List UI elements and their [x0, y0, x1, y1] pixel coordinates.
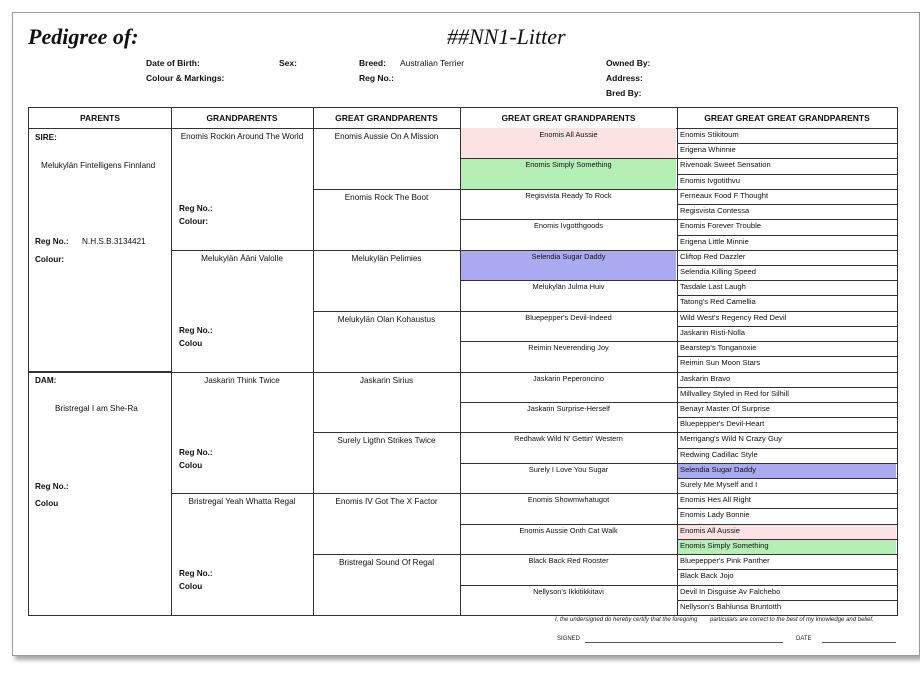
ggg-grandparent-divider	[677, 463, 897, 464]
gg-grandparent-divider	[460, 311, 677, 312]
gg-grandparent-divider	[460, 463, 677, 464]
ggg-grandparent-name: Jaskarin Bravo	[680, 373, 731, 383]
ggg-grandparent-divider	[677, 356, 897, 357]
great-grandparent-divider	[313, 493, 460, 494]
gg-grandparent-name: Jaskarin Surprise-Herself	[527, 403, 610, 413]
ggg-grandparent-name: Merrigang's Wild N Crazy Guy	[680, 434, 782, 444]
gg-grandparent-name: Black Back Red Rooster	[528, 556, 609, 566]
bred-by-label: Bred By:	[606, 88, 642, 98]
ggg-grandparent-divider	[677, 158, 897, 159]
breed-value: Australian Terrier	[400, 58, 465, 68]
gg-grandparent-cell	[461, 189, 676, 219]
grandparent-reg-no-label: Reg No.:	[179, 325, 213, 335]
gg-grandparent-divider	[460, 341, 677, 342]
gg-grandparent-divider	[460, 402, 677, 403]
gg-grandparent-cell	[461, 402, 676, 432]
great-grandparent-name: Surely Ligthn Strikes Twice	[337, 436, 436, 446]
gg-grandparent-name: Enomis All Aussie	[539, 130, 598, 139]
gg-grandparent-divider	[460, 219, 677, 220]
great-grandparent-divider	[313, 189, 460, 190]
dam-name: Bristregal I am She-Ra	[55, 404, 138, 413]
great-grandparent-divider	[313, 554, 460, 555]
ggg-grandparent-name: Nellyson's Bahlunsa Bruntotth	[680, 601, 782, 611]
dam-colour-label: Colou	[35, 499, 59, 508]
sire-label: SIRE:	[35, 133, 57, 142]
great-grandparent-name: Jaskarin Sirius	[359, 375, 414, 385]
sire-reg-no-label: Reg No.:	[35, 237, 69, 246]
ggg-grandparent-divider	[677, 539, 897, 540]
pedigree-grid	[28, 107, 898, 616]
gg-grandparent-cell	[461, 432, 676, 462]
sire-reg-no: N.H.S.B.3134421	[82, 237, 146, 246]
reg-no-label: Reg No.:	[359, 73, 394, 83]
gg-grandparent-name: Enomis Showmwhatugot	[527, 495, 610, 505]
gg-grandparent-cell	[461, 311, 676, 341]
ggg-grandparent-divider	[677, 478, 897, 479]
grandparent-divider	[171, 493, 313, 494]
gg-grandparent-divider	[460, 158, 677, 159]
gg-grandparent-cell	[461, 463, 676, 493]
sire-colour-label: Colour:	[35, 255, 65, 264]
grandparent-reg-no-label: Reg No.:	[179, 569, 213, 579]
ggg-grandparent-divider	[677, 250, 897, 251]
great-grandparent-name: Melukylän Olan Kohaustus	[337, 314, 436, 324]
gg-grandparent-divider	[460, 432, 677, 433]
ggg-grandparent-name: Ferneaux Food F Thought	[680, 190, 769, 200]
ggg-grandparent-name: Surely Me Myself and I	[680, 480, 758, 490]
ggg-grandparent-divider	[677, 448, 897, 449]
ggg-grandparent-divider	[677, 295, 897, 296]
gg-grandparent-divider	[460, 189, 677, 190]
date-line[interactable]	[822, 642, 896, 643]
ggg-grandparent-divider	[677, 326, 897, 327]
ggg-grandparent-name: Black Back Jojo	[680, 571, 734, 581]
signed-line[interactable]	[585, 642, 783, 643]
litter-name: ##NN1-Litter	[447, 24, 566, 49]
ggg-grandparent-divider	[677, 143, 897, 144]
breed-label: Breed:	[359, 58, 386, 68]
ggg-grandparent-name: Enomis Lady Bonnie	[680, 510, 750, 520]
ggg-grandparent-divider	[677, 432, 897, 433]
grandparent-colour-label: Colou	[179, 582, 203, 592]
ggg-grandparent-name: Benayr Master Of Surprise	[680, 403, 770, 413]
ggg-grandparent-divider	[677, 585, 897, 586]
ggg-grandparent-name: Tatong's Red Camellia	[680, 297, 756, 307]
ggg-grandparent-divider	[677, 417, 897, 418]
gg-grandparent-name: Regisvista Ready To Rock	[525, 190, 612, 200]
address-label: Address:	[606, 73, 643, 83]
ggg-grandparent-name: Tasdale Last Laugh	[680, 282, 746, 292]
dob-label: Date of Birth:	[146, 58, 200, 68]
grandparent-reg-no-label: Reg No.:	[179, 447, 213, 457]
ggg-grandparent-name: Enomis Simply Something	[678, 539, 896, 554]
gg-grandparent-cell	[461, 158, 676, 188]
gg-grandparent-name: Jaskarin Peperoncino	[532, 373, 605, 383]
gg-grandparent-cell	[461, 250, 676, 280]
dam-label: DAM:	[35, 376, 57, 385]
ggg-grandparent-name: Selendia Killing Speed	[680, 266, 756, 276]
col-header-grandparents: GRANDPARENTS	[206, 113, 278, 123]
signed-label: SIGNED	[557, 636, 581, 642]
pedigree-title-label: Pedigree of:	[28, 24, 139, 49]
gg-grandparent-cell	[461, 128, 676, 158]
ggg-grandparent-divider	[677, 280, 897, 281]
gg-grandparent-cell	[461, 493, 676, 523]
ggg-grandparent-name: Jaskarin Risti-Nolla	[680, 327, 745, 337]
ggg-grandparent-name: Redwing Cadillac Style	[680, 449, 758, 459]
ggg-grandparent-name: Enomis Forever Trouble	[680, 221, 762, 231]
gg-grandparent-divider	[460, 554, 677, 555]
great-grandparent-name: Melukylän Pelimies	[351, 253, 422, 263]
ggg-grandparent-divider	[677, 569, 897, 570]
gg-grandparent-name: Enomis Ivgotthgoods	[533, 221, 604, 231]
gg-grandparent-name: Melukylän Julma Huiv	[532, 282, 605, 292]
ggg-grandparent-divider	[677, 600, 897, 601]
gg-grandparent-cell	[461, 372, 676, 402]
colour-markings-label: Colour & Markings:	[146, 73, 225, 83]
grandparent-colour-label: Colour:	[179, 217, 209, 226]
great-grandparent-name: Enomis Rock The Boot	[344, 192, 429, 202]
ggg-grandparent-divider	[677, 311, 897, 312]
col-header-ggg-grandparents: GREAT GREAT GREAT GRANDPARENTS	[704, 113, 870, 123]
gg-grandparent-cell	[461, 341, 676, 371]
grandparent-name: Jaskarin Think Twice	[204, 375, 280, 385]
sire-name: Melukylän Fintelligens Finnland	[41, 161, 156, 170]
ggg-grandparent-divider	[677, 508, 897, 509]
gg-grandparent-divider	[460, 250, 677, 251]
ggg-grandparent-divider	[677, 402, 897, 403]
ggg-grandparent-divider	[677, 235, 897, 236]
gg-grandparent-name: Nellyson's Ikkitikkitavi	[533, 586, 604, 596]
great-grandparent-name: Bristregal Sound Of Regal	[338, 558, 435, 568]
date-label: DATE	[796, 636, 812, 642]
ggg-grandparent-divider	[677, 204, 897, 205]
ggg-grandparent-divider	[677, 524, 897, 525]
gg-grandparent-cell	[461, 554, 676, 584]
grandparent-name: Enomis Rockin Around The World	[180, 132, 304, 141]
grandparent-reg-no-label: Reg No.:	[179, 204, 213, 213]
gg-grandparent-name: Surely I Love You Sugar	[528, 464, 609, 474]
gg-grandparent-cell	[461, 280, 676, 310]
ggg-grandparent-divider	[677, 554, 897, 555]
certification-right: particulars are correct to the best of my knowledge and belief.	[710, 617, 874, 623]
col-header-parents: PARENTS	[80, 113, 120, 123]
ggg-grandparent-name: Enomis Hes All Right	[680, 495, 751, 505]
ggg-grandparent-divider	[677, 387, 897, 388]
ggg-grandparent-name: Reimin Sun Moon Stars	[680, 358, 761, 368]
ggg-grandparent-name: Millvalley Styled in Red for Silhill	[680, 388, 789, 398]
grandparent-divider	[171, 250, 313, 251]
col-header-great-grandparents: GREAT GRANDPARENTS	[335, 113, 438, 123]
ggg-grandparent-name: Bearstep's Tonganoxie	[680, 343, 757, 353]
great-grandparent-divider	[313, 311, 460, 312]
col-header-gg-grandparents: GREAT GREAT GRANDPARENTS	[501, 113, 636, 123]
ggg-grandparent-divider	[677, 174, 897, 175]
gg-grandparent-cell	[461, 585, 676, 615]
ggg-grandparent-name: Enomis All Aussie	[678, 524, 896, 539]
sex-label: Sex:	[279, 58, 297, 68]
gg-grandparent-name: Bluepepper's Devil-Indeed	[525, 312, 612, 322]
dam-reg-no-label: Reg No.:	[35, 482, 69, 491]
grandparent-name: Melukylän Ääni Valolle	[201, 253, 283, 263]
gg-grandparent-name: Redhawk Wild N' Gettin' Western	[514, 434, 623, 444]
grandparent-colour-label: Colou	[179, 460, 203, 470]
ggg-grandparent-name: Devil In Disguise Av Falchebo	[680, 586, 781, 596]
ggg-grandparent-name: Regisvista Contessa	[680, 206, 750, 216]
gg-grandparent-divider	[460, 493, 677, 494]
great-grandparent-divider	[313, 432, 460, 433]
ggg-grandparent-name: Erigena Little Minnie	[680, 236, 749, 246]
ggg-grandparent-divider	[677, 265, 897, 266]
ggg-grandparent-name: Erigena Whinnie	[680, 145, 736, 155]
great-grandparent-name: Enomis Aussie On A Mission	[334, 132, 439, 141]
gg-grandparent-cell	[461, 524, 676, 554]
sire-dam-divider	[29, 372, 897, 373]
certification-left: I, the undersigned do hereby certify that the foregoing	[555, 617, 698, 623]
gg-grandparent-cell	[461, 219, 676, 249]
ggg-grandparent-name: Wild West's Regency Red Devil	[680, 312, 787, 322]
owned-by-label: Owned By:	[606, 58, 651, 68]
great-grandparent-name: Enomis IV Got The X Factor	[335, 497, 438, 507]
ggg-grandparent-name: Cliftop Red Dazzler	[680, 251, 746, 261]
gg-grandparent-name: Selendia Sugar Daddy	[531, 251, 606, 261]
gg-grandparent-divider	[460, 585, 677, 586]
gg-grandparent-name: Enomis Simply Something	[525, 160, 612, 170]
gg-grandparent-name: Enomis Aussie Onth Cat Walk	[519, 525, 618, 535]
ggg-grandparent-divider	[677, 219, 897, 220]
ggg-grandparent-divider	[677, 493, 897, 494]
ggg-grandparent-divider	[677, 189, 897, 190]
grandparent-colour-label: Colou	[179, 338, 203, 348]
ggg-grandparent-divider	[677, 341, 897, 342]
ggg-grandparent-name: Rivenoak Sweet Sensation	[680, 160, 771, 170]
grandparent-name: Bristregal Yeah Whatta Regal	[188, 497, 296, 507]
ggg-grandparent-name: Bluepepper's Devil-Heart	[680, 419, 765, 429]
gg-grandparent-divider	[460, 280, 677, 281]
ggg-grandparent-name: Bluepepper's Pink Panther	[680, 556, 770, 566]
gg-grandparent-divider	[460, 524, 677, 525]
ggg-grandparent-name: Enomis Stikitoum	[680, 130, 739, 139]
gg-grandparent-name: Reimin Neverending Joy	[528, 343, 609, 353]
ggg-grandparent-name: Selendia Sugar Daddy	[678, 463, 896, 478]
great-grandparent-divider	[313, 250, 460, 251]
ggg-grandparent-name: Enomis Ivgotithvu	[680, 175, 740, 185]
